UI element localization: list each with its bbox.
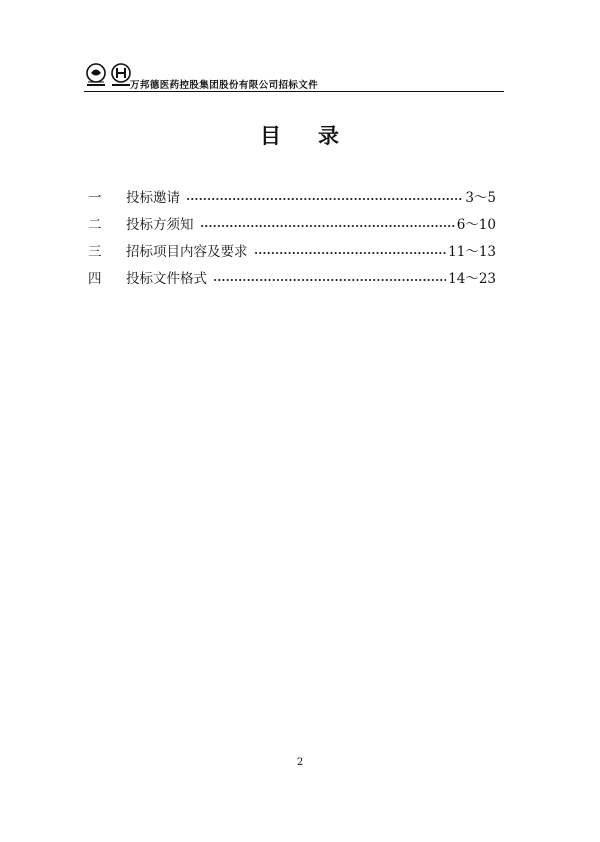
dot-leader: [254, 248, 447, 258]
toc-item-number: 二: [88, 216, 102, 233]
toc-item-project-requirements[interactable]: [88, 236, 496, 263]
toc-item-label: 招标项目内容及要求: [126, 243, 248, 260]
toc-item-label: 投标文件格式: [126, 270, 207, 287]
toc-item-number: 三: [88, 243, 102, 260]
company-name: 万邦德医药控股集团股份有限公司招标文件: [130, 80, 319, 91]
toc-item-label: 投标邀请: [126, 189, 180, 206]
title-char-2: 录: [318, 124, 340, 148]
page-number: 2: [296, 757, 304, 768]
page-title: [0, 120, 600, 150]
toc-item-pages: 14～23: [448, 270, 496, 287]
document-header: [84, 62, 504, 92]
toc-item-bid-format[interactable]: [88, 263, 496, 290]
toc-item-label: 投标方须知: [126, 216, 194, 233]
toc-item-pages: 3～5: [465, 189, 496, 206]
toc-item-number: 一: [88, 189, 102, 206]
table-of-contents: [88, 182, 496, 290]
toc-item-pages: 6～10: [456, 216, 496, 233]
dot-leader: [186, 194, 463, 204]
dot-leader: [200, 221, 455, 231]
toc-item-invitation[interactable]: [88, 182, 496, 209]
toc-item-pages: 11～13: [448, 243, 496, 260]
toc-item-number: 四: [88, 270, 102, 287]
title-char-1: 目: [260, 124, 282, 148]
dot-leader: [213, 275, 446, 285]
header-divider: [84, 91, 504, 92]
toc-item-bidder-instructions[interactable]: [88, 209, 496, 236]
